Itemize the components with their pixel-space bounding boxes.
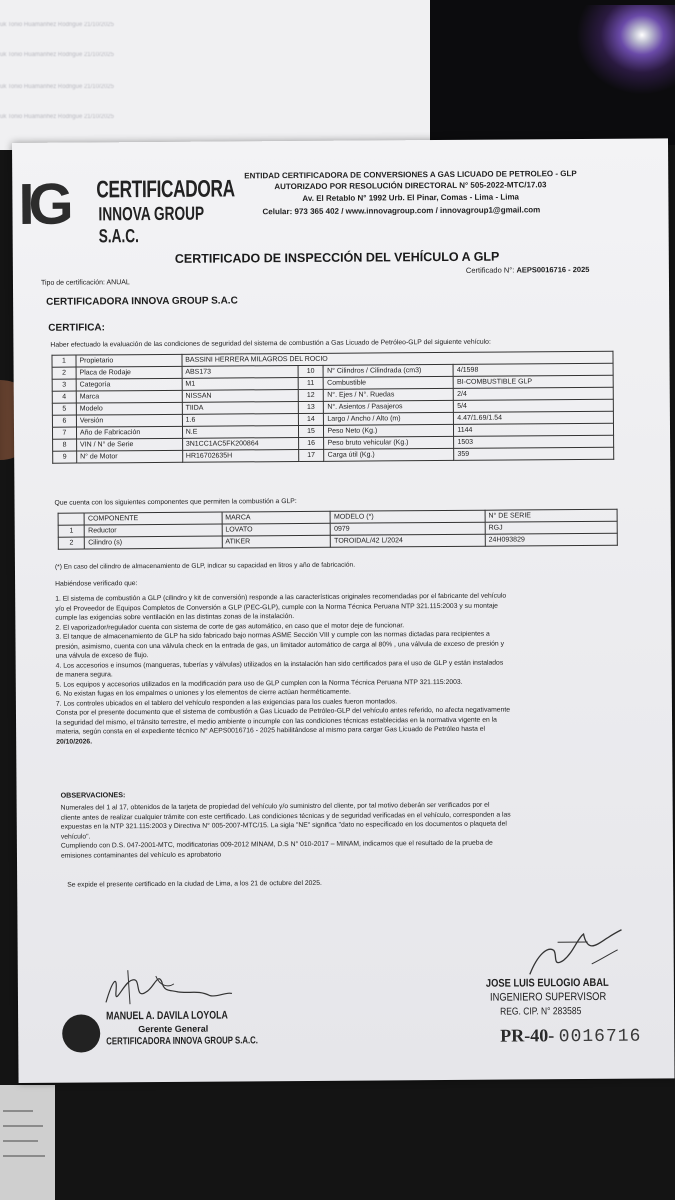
verified-line: una válvula de exceso de flujo.: [55, 652, 149, 660]
verified-line: presión, asimismo, cuenta con una válvula check en la entrada de gas, un limitador automático de carga al 80% , una válvula de exceso de presión y: [55, 640, 505, 651]
vehicle-cell: Propietario: [76, 354, 182, 367]
vehicle-cell: 1: [52, 355, 76, 367]
company-name: CERTIFICADORA INNOVA GROUP S.A.C: [46, 295, 238, 308]
vehicle-cell: 1.6: [182, 414, 298, 427]
vehicle-cell: Versión: [76, 414, 182, 427]
stamp-mark: [62, 1014, 100, 1052]
logo-line2: INNOVA GROUP S.A.C.: [98, 203, 204, 248]
verified-list: [55, 592, 510, 747]
screen-row: uk Tonio Huamanhez Rodrigue 21/10/2025: [0, 22, 114, 28]
components-header-cell: COMPONENTE: [85, 512, 222, 525]
signer-right-reg: REG. CIP. N° 283585: [500, 1006, 582, 1018]
vehicle-cell: BASSINI HERRERA MILAGROS DEL ROCIO: [182, 351, 613, 366]
vehicle-cell: Placa de Rodaje: [76, 366, 182, 379]
vehicle-cell: 3: [52, 379, 76, 391]
vehicle-cell: 13: [298, 401, 324, 413]
vehicle-cell: TIIDA: [182, 402, 298, 415]
components-cell: 2: [58, 537, 85, 549]
verified-line: cumple las exigencias sobre ventilación en las distintas zonas de la instalación.: [55, 613, 295, 622]
components-note: (*) En caso del cilindro de almacenamiento de GLP, indicar su capacidad en litros y año de fabricación.: [54, 561, 356, 571]
components-cell: LOVATO: [222, 523, 331, 536]
components-row: [58, 533, 617, 549]
observation-line: Cumpliendo con D.S. 047-2001-MTC, modificatorias 009-2012 MINAM, D.S N° 010-2017 – MINAM, indicamos que el resultado de la prueba de: [60, 839, 493, 850]
verified-line: 7. Los controles ubicados en el tablero del vehículo responden a las exigencias para los cuales fueron montados.: [55, 697, 398, 708]
vehicle-cell: 4: [52, 391, 76, 403]
vehicle-cell: 5: [52, 403, 76, 415]
verified-line: 20/10/2026.: [56, 737, 93, 746]
serial-stamp: [500, 1025, 641, 1048]
vehicle-table: [51, 351, 614, 464]
vehicle-cell: Peso Neto (Kg.): [324, 424, 454, 437]
signer-left-role: Gerente General: [138, 1023, 209, 1035]
verified-line: 6. No existan fugas en los empalmes o uniones y los elementos de cierre actúan herméticamente.: [55, 688, 351, 698]
verified-line: Consta por el presente documento que el sistema de combustión a Gas Licuado de Petróleo-GLP del vehículo antes referido, no afecta negativamente: [55, 706, 511, 717]
certificate-sheet: [12, 138, 675, 1083]
components-cell: ATIKER: [222, 535, 331, 548]
vehicle-cell: 16: [298, 437, 324, 449]
verified-line: de manera segura.: [55, 671, 113, 679]
verified-line: 5. Los equipos y accesorios utilizados en la modificación para uso de GLP cumplen con la Norma Técnica Peruana NTP 321.115:2003.: [55, 678, 463, 689]
verified-line: la seguridad del mismo, el tránsito terrestre, el medio ambiente o incumple con las condiciones técnicas establecidas en la normativa vigente en la: [56, 716, 497, 727]
components-intro: Que cuenta con los siguientes componentes que permiten la combustión a GLP:: [54, 498, 297, 507]
components-cell: Cilindro (s): [85, 536, 222, 549]
header-line: Celular: 973 365 402 / www.innovagroup.com / innovagroup1@gmail.com: [262, 205, 541, 217]
components-header-cell: MARCA: [222, 511, 331, 524]
vehicle-cell: Combustible: [324, 376, 454, 389]
observation-line: expuestas en la NTP 321.115:2003 y Directiva N° 005-2007-MTC/15. La sigla "NE" significa "dato no especificado en los documentos o plaqueta del: [60, 820, 507, 831]
vehicle-cell: Año de Fabricación: [76, 426, 182, 439]
signer-left-company: CERTIFICADORA INNOVA GROUP S.A.C.: [106, 1035, 258, 1048]
header-line: ENTIDAD CERTIFICADORA DE CONVERSIONES A GAS LICUADO DE PETROLEO - GLP: [244, 169, 577, 181]
cert-number-label: Certificado N°:: [465, 265, 515, 275]
vehicle-cell: 5/4: [454, 399, 614, 412]
vehicle-cell: Peso bruto vehicular (Kg.): [324, 436, 454, 449]
signature-left: [98, 961, 238, 1012]
verified-line: materia, según consta en el expediente técnico N° AEPS0016716 - 2025 habilitándose al mismo para cargar Gas Licuado de Petróleo hasta el: [56, 725, 486, 736]
screen-row: uk Tonio Huamanhez Rodrigue 21/10/2025: [0, 84, 114, 90]
components-cell: 1: [58, 525, 85, 537]
components-cell: RGJ: [485, 521, 617, 534]
verified-line: 2. El vaporizador/regulador cuenta con sistema de corte de gas automático, en caso que el motor deje de funcionar.: [55, 621, 405, 632]
vehicle-cell: 4/1598: [453, 363, 613, 376]
vehicle-cell: 7: [52, 427, 76, 439]
vehicle-cell: M1: [182, 378, 298, 391]
verified-heading: Habiéndose verificado que:: [55, 580, 138, 588]
verified-line: y/o el Proveedor de Equipos Completos de Conversión a GLP (PEC-GLP), cumple con la Norma Técnica Peruana NTP 321.115:2003 y su montaje: [55, 602, 498, 613]
signer-right-role: INGENIERO SUPERVISOR: [489, 990, 607, 1004]
header-line: Av. El Retablo N° 1992 Urb. El Pinar, Comas - Lima - Lima: [302, 192, 520, 203]
vehicle-cell: 4.47/1.69/1.54: [454, 411, 614, 424]
components-table: [58, 509, 618, 550]
certifica-heading: CERTIFICA:: [48, 322, 106, 334]
components-header-cell: N° DE SERIE: [485, 509, 617, 522]
cert-type: Tipo de certificación: ANUAL: [40, 279, 130, 287]
company-logo: [18, 171, 258, 248]
vehicle-cell: HR16702635H: [182, 450, 298, 463]
observations-heading: OBSERVACIONES:: [60, 790, 126, 800]
vehicle-cell: NISSAN: [182, 390, 298, 403]
vehicle-cell: 8: [53, 439, 77, 451]
components-cell: Reductor: [85, 524, 222, 537]
vehicle-cell: Carga útil (Kg.): [324, 448, 454, 461]
components-header-cell: MODELO (*): [330, 510, 485, 523]
vehicle-cell: 15: [298, 425, 324, 437]
observation-line: cliente antes de realizar cualquier trámite con este certificado. Las condiciones técnicas y de seguridad verificadas en el vehículo, corresponden a las: [60, 811, 511, 822]
signer-right-name: JOSE LUIS EULOGIO ABAL: [485, 976, 609, 990]
observations-list: [61, 801, 511, 861]
vehicle-cell: 11: [298, 377, 324, 389]
vehicle-cell: Marca: [76, 390, 182, 403]
components-cell: 24H093829: [485, 533, 617, 546]
vehicle-cell: 12: [298, 389, 324, 401]
vehicle-row: [53, 447, 614, 463]
serial-number: 0016716: [558, 1026, 642, 1048]
signature-right: [517, 924, 627, 985]
vehicle-cell: 17: [298, 449, 324, 461]
vehicle-cell: 6: [52, 415, 76, 427]
vehicle-cell: 9: [53, 451, 77, 463]
observation-line: vehículo".: [60, 832, 91, 841]
intro-text: Haber efectuado la evaluación de las condiciones de seguridad del sistema de combustión a Gas Licuado de Petróleo-GLP del siguiente vehículo:: [50, 338, 491, 349]
observation-line: Numerales del 1 al 17, obtenidos de la tarjeta de propiedad del vehículo y/o suministro del cliente, por tal motivo deberán ser verificados por el: [60, 801, 490, 812]
light-glow: [565, 5, 675, 105]
vehicle-cell: 14: [298, 413, 324, 425]
verified-line: 1. El sistema de combustión a GLP (cilindro y kit de conversión) responde a las características originales recomendadas por el fabricante del vehículo: [55, 592, 507, 603]
document-title: CERTIFICADO DE INSPECCIÓN DEL VEHÍCULO A GLP: [174, 249, 500, 266]
screen-row: uk Tonio Huamanhez Rodrigue 21/10/2025: [0, 52, 114, 58]
vehicle-cell: VIN / N° de Serie: [76, 438, 182, 451]
background-screen: [0, 0, 430, 150]
serial-prefix: PR-40-: [500, 1025, 555, 1046]
signer-left-name: MANUEL A. DAVILA LOYOLA: [106, 1009, 228, 1023]
vehicle-cell: N.E: [182, 426, 298, 439]
vehicle-cell: N°. Ejes / N°. Ruedas: [324, 388, 454, 401]
observation-line: emisiones contaminantes del vehículo es aprobatorio: [60, 851, 222, 860]
logo-mark: IG: [18, 171, 68, 237]
vehicle-cell: Modelo: [76, 402, 182, 415]
vehicle-cell: 359: [454, 447, 614, 460]
header-line: AUTORIZADO POR RESOLUCIÓN DIRECTORAL N° 505-2022-MTC/17.03: [274, 180, 547, 192]
vehicle-cell: 3N1CC1AC5FK200864: [182, 438, 298, 451]
vehicle-cell: N° Cilindros / Cilindrada (cm3): [324, 364, 454, 377]
vehicle-cell: BI-COMBUSTIBLE GLP: [453, 375, 613, 388]
logo-line1: CERTIFICADORA: [96, 175, 235, 204]
vehicle-cell: N° de Motor: [77, 450, 183, 463]
vehicle-cell: Largo / Ancho / Alto (m): [324, 412, 454, 425]
screen-row: uk Tonio Huamanhez Rodrigue 21/10/2025: [0, 114, 114, 120]
components-cell: TOROIDAL/42 L/2024: [331, 534, 486, 547]
vehicle-cell: 2: [52, 367, 76, 379]
vehicle-cell: 1144: [454, 423, 614, 436]
cert-number: AEPS0016716 - 2025: [516, 264, 590, 275]
issued-text: Se expide el presente certificado en la ciudad de Lima, a los 21 de octubre del 2025.: [67, 879, 322, 889]
vehicle-cell: 10: [298, 365, 324, 377]
vehicle-cell: Categoría: [76, 378, 182, 391]
vehicle-cell: 2/4: [454, 387, 614, 400]
background-paper: [0, 1085, 55, 1200]
vehicle-cell: N°. Asientos / Pasajeros: [324, 400, 454, 413]
verified-line: 3. El tanque de almacenamiento de GLP ha sido fabricado bajo normas ASME Sección VIII y cumple con las normas dictadas para recipientes a: [55, 630, 490, 641]
vehicle-cell: ABS173: [182, 366, 298, 379]
components-header-cell: [58, 513, 85, 525]
background-monitor: [430, 0, 675, 145]
components-cell: 0979: [331, 522, 486, 535]
vehicle-cell: 1503: [454, 435, 614, 448]
verified-line: 4. Los accesorios e insumos (mangueras, tuberías y válvulas) utilizados en la instalación han sido certificados para el uso de GLP y están instalados: [55, 659, 504, 670]
